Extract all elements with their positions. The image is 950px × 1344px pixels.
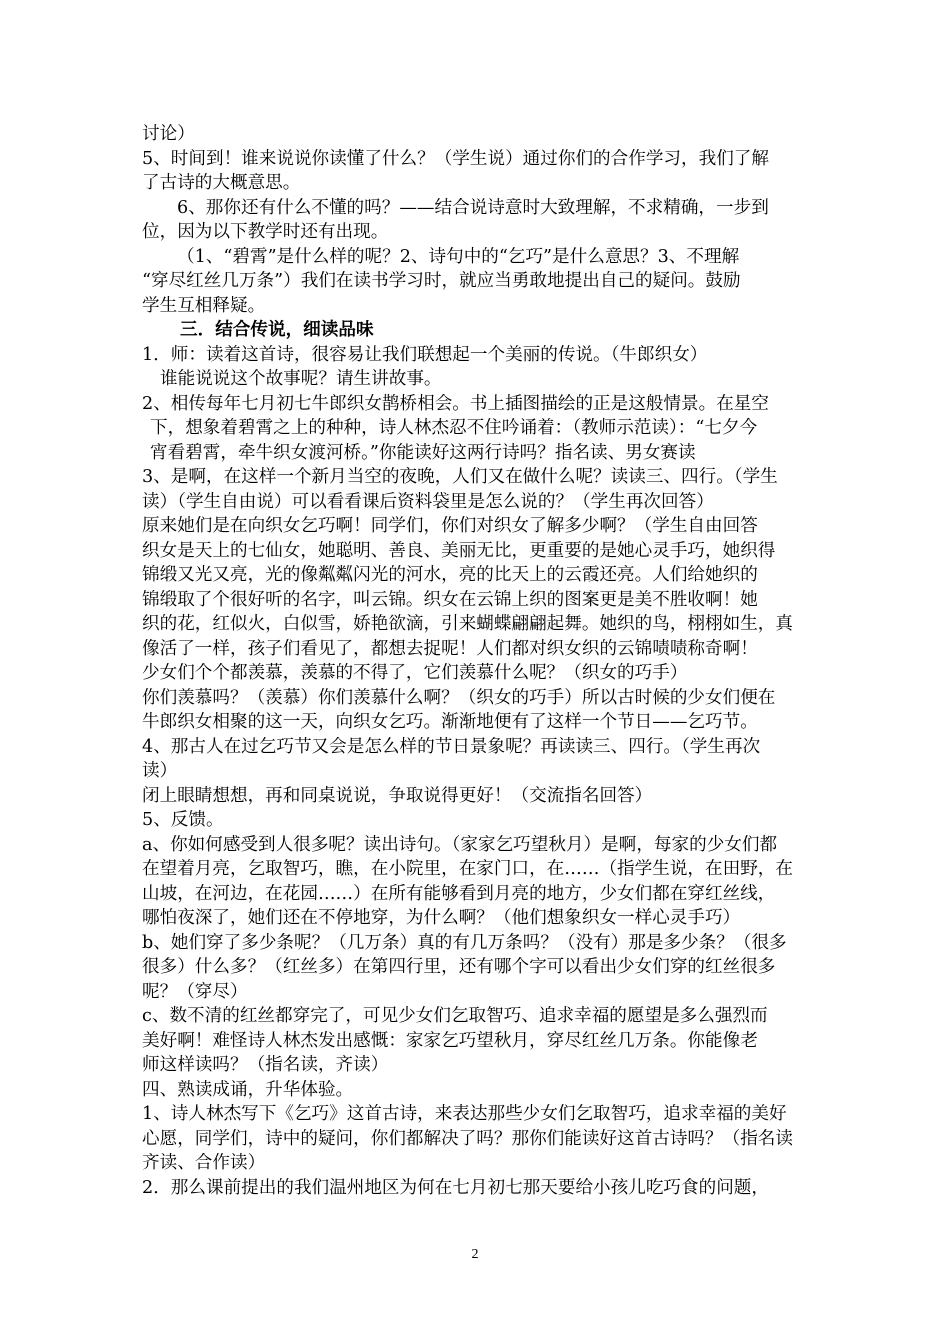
text-line: 织的花，红似火，白似雪，娇艳欲滴，引来蝴蝶翩翩起舞。她织的鸟，栩栩如生，真 bbox=[142, 614, 793, 634]
text-line: 5、反馈。 bbox=[142, 810, 224, 830]
text-line: 2．那么课前提出的我们温州地区为何在七月初七那天要给小孩儿吃巧食的问题， bbox=[142, 1177, 769, 1198]
text-line: 哪怕夜深了，她们还在不停地穿，为什么啊？（他们想象织女一样心灵手巧） bbox=[142, 908, 741, 928]
text-line: 位，因为以下教学时还有出现。 bbox=[142, 222, 389, 242]
text-line: c、数不清的红丝都穿完了，可见少女们乞取智巧、追求幸福的愿望是多么强烈而 bbox=[142, 1006, 768, 1026]
text-line: 在望着月亮，乞取智巧，瞧，在小院里，在家门口，在……（指学生说，在田野，在 bbox=[142, 859, 793, 879]
text-line: 你们羡慕吗？（羡慕）你们羡慕什么啊？（织女的巧手）所以古时候的少女们便在 bbox=[142, 687, 776, 708]
page-number: 2 bbox=[471, 1247, 479, 1262]
text-line: 齐读、合作读） bbox=[142, 1153, 266, 1173]
text-line: “穿尽红丝几万条”）我们在读书学习时，就应当勇敢地提出自己的疑问。鼓励 bbox=[142, 271, 741, 291]
text-line: 少女们个个都羡慕，羡慕的不得了，它们羡慕什么呢？（织女的巧手） bbox=[142, 663, 688, 683]
text-line: 师这样读吗？（指名读，齐读） bbox=[142, 1055, 389, 1075]
text-line: 1、诗人林杰写下《乞巧》这首古诗，来表达那些少女们乞取智巧，追求幸福的美好 bbox=[142, 1104, 787, 1124]
text-line: 了古诗的大概意思。 bbox=[142, 173, 301, 193]
text-line: 呢？（穿尽） bbox=[142, 981, 248, 1002]
text-line: 学生互相释疑。 bbox=[142, 295, 266, 316]
text-line: 牛郎织女相聚的这一天，向织女乞巧。渐渐地便有了这样一个节日——乞巧节。 bbox=[142, 712, 758, 732]
text-line: 心愿，同学们，诗中的疑问，你们都解决了吗？那你们能读好这首古诗吗？（指名读 bbox=[142, 1128, 793, 1149]
text-line: 原来她们是在向织女乞巧啊！同学们，你们对织女了解多少啊？（学生自由回答 bbox=[142, 516, 758, 536]
text-line: 讨论） bbox=[142, 124, 195, 144]
text-line: 1．师：读着这首诗，很容易让我们联想起一个美丽的传说。（牛郎织女） bbox=[142, 344, 708, 365]
text-line: 很多）什么多？（红丝多）在第四行里，还有哪个字可以看出少女们穿的红丝很多 bbox=[142, 957, 776, 977]
text-line: 闭上眼睛想想，再和同桌说说，争取说得更好！（交流指名回答） bbox=[142, 785, 653, 806]
text-line: 织女是天上的七仙女，她聪明、善良、美丽无比，更重要的是她心灵手巧，她织得 bbox=[142, 540, 776, 561]
text-line: 宵看碧霄，牵牛织女渡河桥。”你能读好这两行诗吗？指名读、男女赛读 bbox=[150, 442, 696, 463]
text-line: 6、那你还有什么不懂的吗？——结合说诗意时大致理解，不求精确，一步到 bbox=[177, 197, 769, 218]
section-heading: 四、熟读成诵，升华体验。 bbox=[142, 1079, 354, 1100]
document-body bbox=[142, 122, 814, 1200]
text-line: 读）（学生自由说）可以看看课后资料袋里是怎么说的？（学生再次回答） bbox=[142, 491, 714, 512]
text-line: 4、那古人在过乞巧节又会是怎么样的节日景象呢？再读读三、四行。（学生再次 bbox=[142, 736, 761, 757]
text-line: （1、“碧霄”是什么样的呢？2、诗句中的“乞巧”是什么意思？3、不理解 bbox=[177, 246, 740, 267]
text-line: 2、相传每年七月初七牛郎织女鹊桥相会。书上插图描绘的正是这般情景。在星空 bbox=[142, 393, 769, 414]
text-line: 5、时间到！谁来说说你读懂了什么？（学生说）通过你们的合作学习，我们了解 bbox=[142, 148, 769, 169]
text-line: 锦缎又光又亮，光的像粼粼闪光的河水，亮的比天上的云霞还亮。人们给她织的 bbox=[142, 565, 758, 585]
text-line: b、她们穿了多少条呢？（几万条）真的有几万条吗？（没有）那是多少条？（很多 bbox=[142, 932, 787, 953]
text-line: 像活了一样，孩子们看见了，都想去捉呢！人们都对织女织的云锦啧啧称奇啊！ bbox=[142, 638, 758, 659]
text-line: 美好啊！难怪诗人林杰发出感慨：家家乞巧望秋月，穿尽红丝几万条。你能像老 bbox=[142, 1030, 758, 1051]
text-line: 山坡，在河边，在花园……）在所有能够看到月亮的地方，少女们都在穿红丝线， bbox=[142, 883, 776, 904]
text-line: 读） bbox=[142, 761, 178, 781]
text-line: 锦缎取了个很好听的名字，叫云锦。织女在云锦上织的图案更是美不胜收啊！她 bbox=[142, 589, 758, 610]
text-line: 3、是啊，在这样一个新月当空的夜晚，人们又在做什么呢？读读三、四行。（学生 bbox=[142, 467, 778, 487]
text-line: 下，想象着碧霄之上的种种，诗人林杰忍不住吟诵着：（教师示范读）：“七夕今 bbox=[150, 418, 758, 438]
text-line: a、你如何感受到人很多呢？读出诗句。（家家乞巧望秋月）是啊，每家的少女们都 bbox=[142, 834, 778, 855]
section-heading: 三．结合传说，细读品味 bbox=[180, 319, 374, 340]
text-line: 谁能说说这个故事呢？请生讲故事。 bbox=[160, 369, 442, 389]
